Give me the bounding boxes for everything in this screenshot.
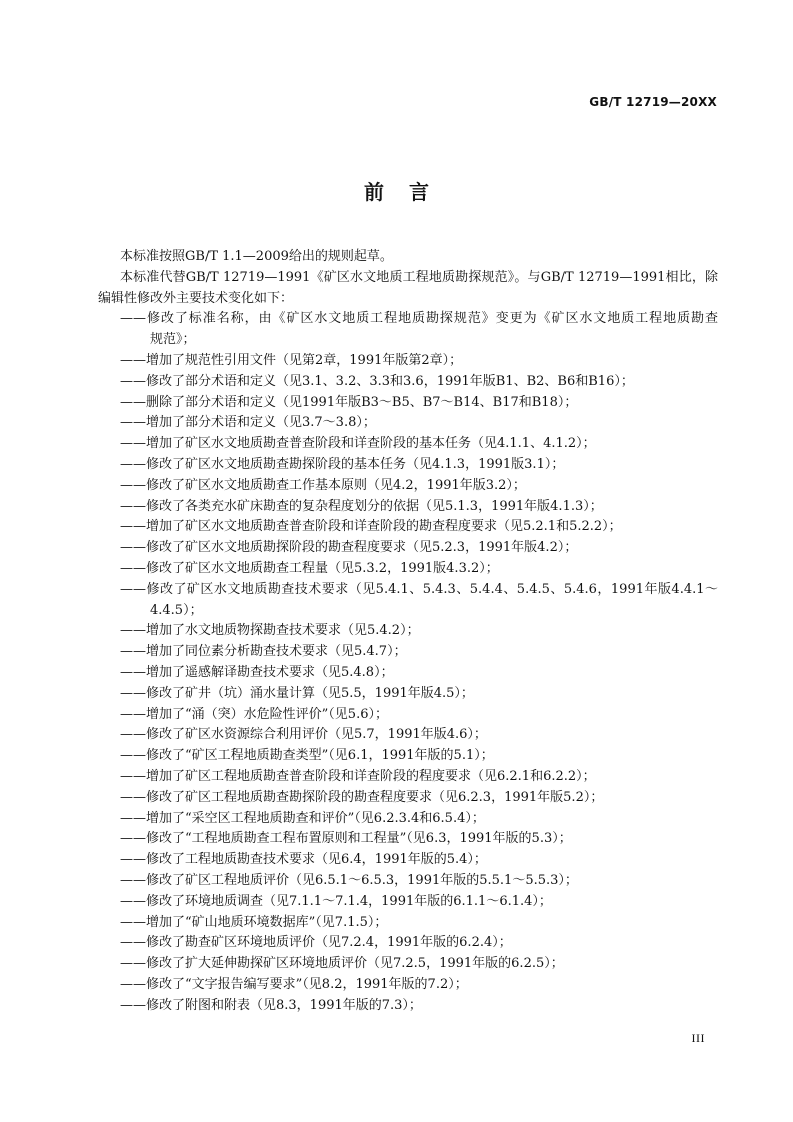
standard-code: GB/T 12719—20XX <box>589 95 717 109</box>
change-item <box>98 517 718 538</box>
change-item-line: ——修改了矿区水文地质勘查勘探阶段的基本任务（见4.1.3，1991版3.1）； <box>120 456 565 472</box>
change-item <box>98 892 718 913</box>
change-item-line: ——修改了标准名称，由《矿区水文地质工程地质勘探规范》变更为《矿区水文地质工程地质勘查 <box>120 311 718 327</box>
change-item-line: ——删除了部分术语和定义（见1991年版B3～B5、B7～B14、B17和B18）； <box>120 394 578 410</box>
change-item <box>98 497 718 518</box>
change-item <box>98 351 718 372</box>
change-item-line: ——增加了部分术语和定义（见3.7～3.8）； <box>120 415 376 431</box>
change-item-line: ——修改了“工程地质勘查工程布置原则和工程量”（见6.3，1991年版的5.3）； <box>120 831 572 847</box>
intro-line: 本标准代替GB/T 12719—1991《矿区水文地质工程地质勘探规范》。与GB/T 12719—1991相比，除 <box>120 269 718 285</box>
change-item <box>98 393 718 414</box>
change-item <box>98 996 718 1017</box>
change-item-line: ——增加了“涌（突）水危险性评价”（见5.6）； <box>120 706 388 722</box>
page-title: 前 言 <box>364 180 429 204</box>
change-item <box>98 746 718 767</box>
change-item <box>98 663 718 684</box>
change-item-line: ——修改了“矿区工程地质勘查类型”（见6.1，1991年版的5.1）； <box>120 748 494 764</box>
change-item-line: ——修改了矿区水文地质勘查工作基本原则（见4.2，1991年版3.2）； <box>120 477 526 493</box>
change-item-line: ——增加了矿区水文地质勘查普查阶段和详查阶段的勘查程度要求（见5.2.1和5.2.2）； <box>120 519 622 535</box>
change-item-line: ——修改了矿区工程地质勘查勘探阶段的勘查程度要求（见6.2.3，1991年版5.2）； <box>120 789 604 805</box>
change-item <box>98 975 718 996</box>
change-item-line: ——增加了“采空区工程地质勘查和评价”（见6.2.3.4和6.5.4）； <box>120 810 485 826</box>
foreword-body <box>98 247 718 1016</box>
change-item <box>98 538 718 559</box>
change-item <box>98 413 718 434</box>
change-item <box>98 372 718 393</box>
change-item-line: ——增加了规范性引用文件（见第2章，1991年版第2章）； <box>120 352 463 368</box>
changes-list <box>98 309 718 1016</box>
change-item-line: ——修改了“文字报告编写要求”（见8.2，1991年版的7.2）； <box>120 976 468 992</box>
change-item-line: ——增加了同位素分析勘查技术要求（见5.4.7）； <box>120 644 407 660</box>
change-item-line: ——修改了矿区水资源综合利用评价（见5.7，1991年版4.6）； <box>120 727 487 743</box>
intro-paragraph <box>98 247 718 268</box>
intro-line: 本标准按照GB/T 1.1—2009给出的规则起草。 <box>120 249 393 264</box>
change-item <box>98 476 718 497</box>
change-item-line: ——修改了矿区水文地质勘探阶段的勘查程度要求（见5.2.3，1991年版4.2）； <box>120 540 578 556</box>
change-item-line: ——修改了环境地质调查（见7.1.1～7.1.4，1991年版的6.1.1～6.1.4）； <box>120 893 552 909</box>
change-item <box>98 621 718 642</box>
change-item-line: ——增加了矿区水文地质勘查普查阶段和详查阶段的基本任务（见4.1.1、4.1.2）； <box>120 436 596 452</box>
change-item <box>98 705 718 726</box>
change-item <box>98 580 718 622</box>
change-item-line: ——修改了扩大延伸勘探矿区环境地质评价（见7.2.5，1991年版的6.2.5）； <box>120 956 564 972</box>
change-item <box>98 434 718 455</box>
change-item <box>98 809 718 830</box>
change-item-continuation: 规范》； <box>150 332 196 348</box>
change-item <box>98 767 718 788</box>
change-item <box>98 684 718 705</box>
change-item-line: ——修改了各类充水矿床勘查的复杂程度划分的依据（见5.1.3，1991年版4.1.3）； <box>120 498 603 514</box>
intro-line: 编辑性修改外主要技术变化如下： <box>98 290 294 306</box>
change-item <box>98 725 718 746</box>
change-item-line: ——修改了部分术语和定义（见3.1、3.2、3.3和3.6，1991年版B1、B2、B6和B16）； <box>120 373 634 389</box>
change-item-line: ——增加了“矿山地质环境数据库”（见7.1.5）； <box>120 914 388 930</box>
change-item <box>98 309 718 351</box>
change-item <box>98 455 718 476</box>
intro-section <box>98 247 718 309</box>
change-item-line: ——增加了矿区工程地质勘查普查阶段和详查阶段的程度要求（见6.2.1和6.2.2）； <box>120 768 596 784</box>
change-item <box>98 933 718 954</box>
page-number: III <box>691 1031 705 1045</box>
change-item <box>98 788 718 809</box>
change-item <box>98 871 718 892</box>
change-item-line: ——修改了附图和附表（见8.3，1991年版的7.3）； <box>120 997 422 1013</box>
change-item-line: ——增加了水文地质物探勘查技术要求（见5.4.2）； <box>120 623 420 639</box>
change-item-line: ——增加了遥感解译勘查技术要求（见5.4.8）； <box>120 664 394 680</box>
change-item-line: ——修改了工程地质勘查技术要求（见6.4，1991年版的5.4）； <box>120 852 487 868</box>
change-item <box>98 850 718 871</box>
change-item-line: ——修改了矿区水文地质勘查技术要求（见5.4.1、5.4.3、5.4.4、5.4.5、5.4.6，1991年版4.4.1～ <box>120 581 718 597</box>
change-item <box>98 829 718 850</box>
change-item <box>98 954 718 975</box>
change-item <box>98 913 718 934</box>
change-item-line: ——修改了勘查矿区环境地质评价（见7.2.4，1991年版的6.2.4）； <box>120 935 512 951</box>
change-item <box>98 559 718 580</box>
change-item-line: ——修改了矿区工程地质评价（见6.5.1～6.5.3，1991年版的5.5.1～5.5.3）； <box>120 872 578 888</box>
change-item <box>98 642 718 663</box>
change-item-line: ——修改了矿井（坑）涌水量计算（见5.5，1991年版4.5）； <box>120 685 474 701</box>
change-item-line: ——修改了矿区水文地质勘查工程量（见5.3.2，1991版4.3.2）； <box>120 560 499 576</box>
change-item-continuation: 4.4.5）； <box>150 602 203 618</box>
intro-paragraph <box>98 268 718 310</box>
